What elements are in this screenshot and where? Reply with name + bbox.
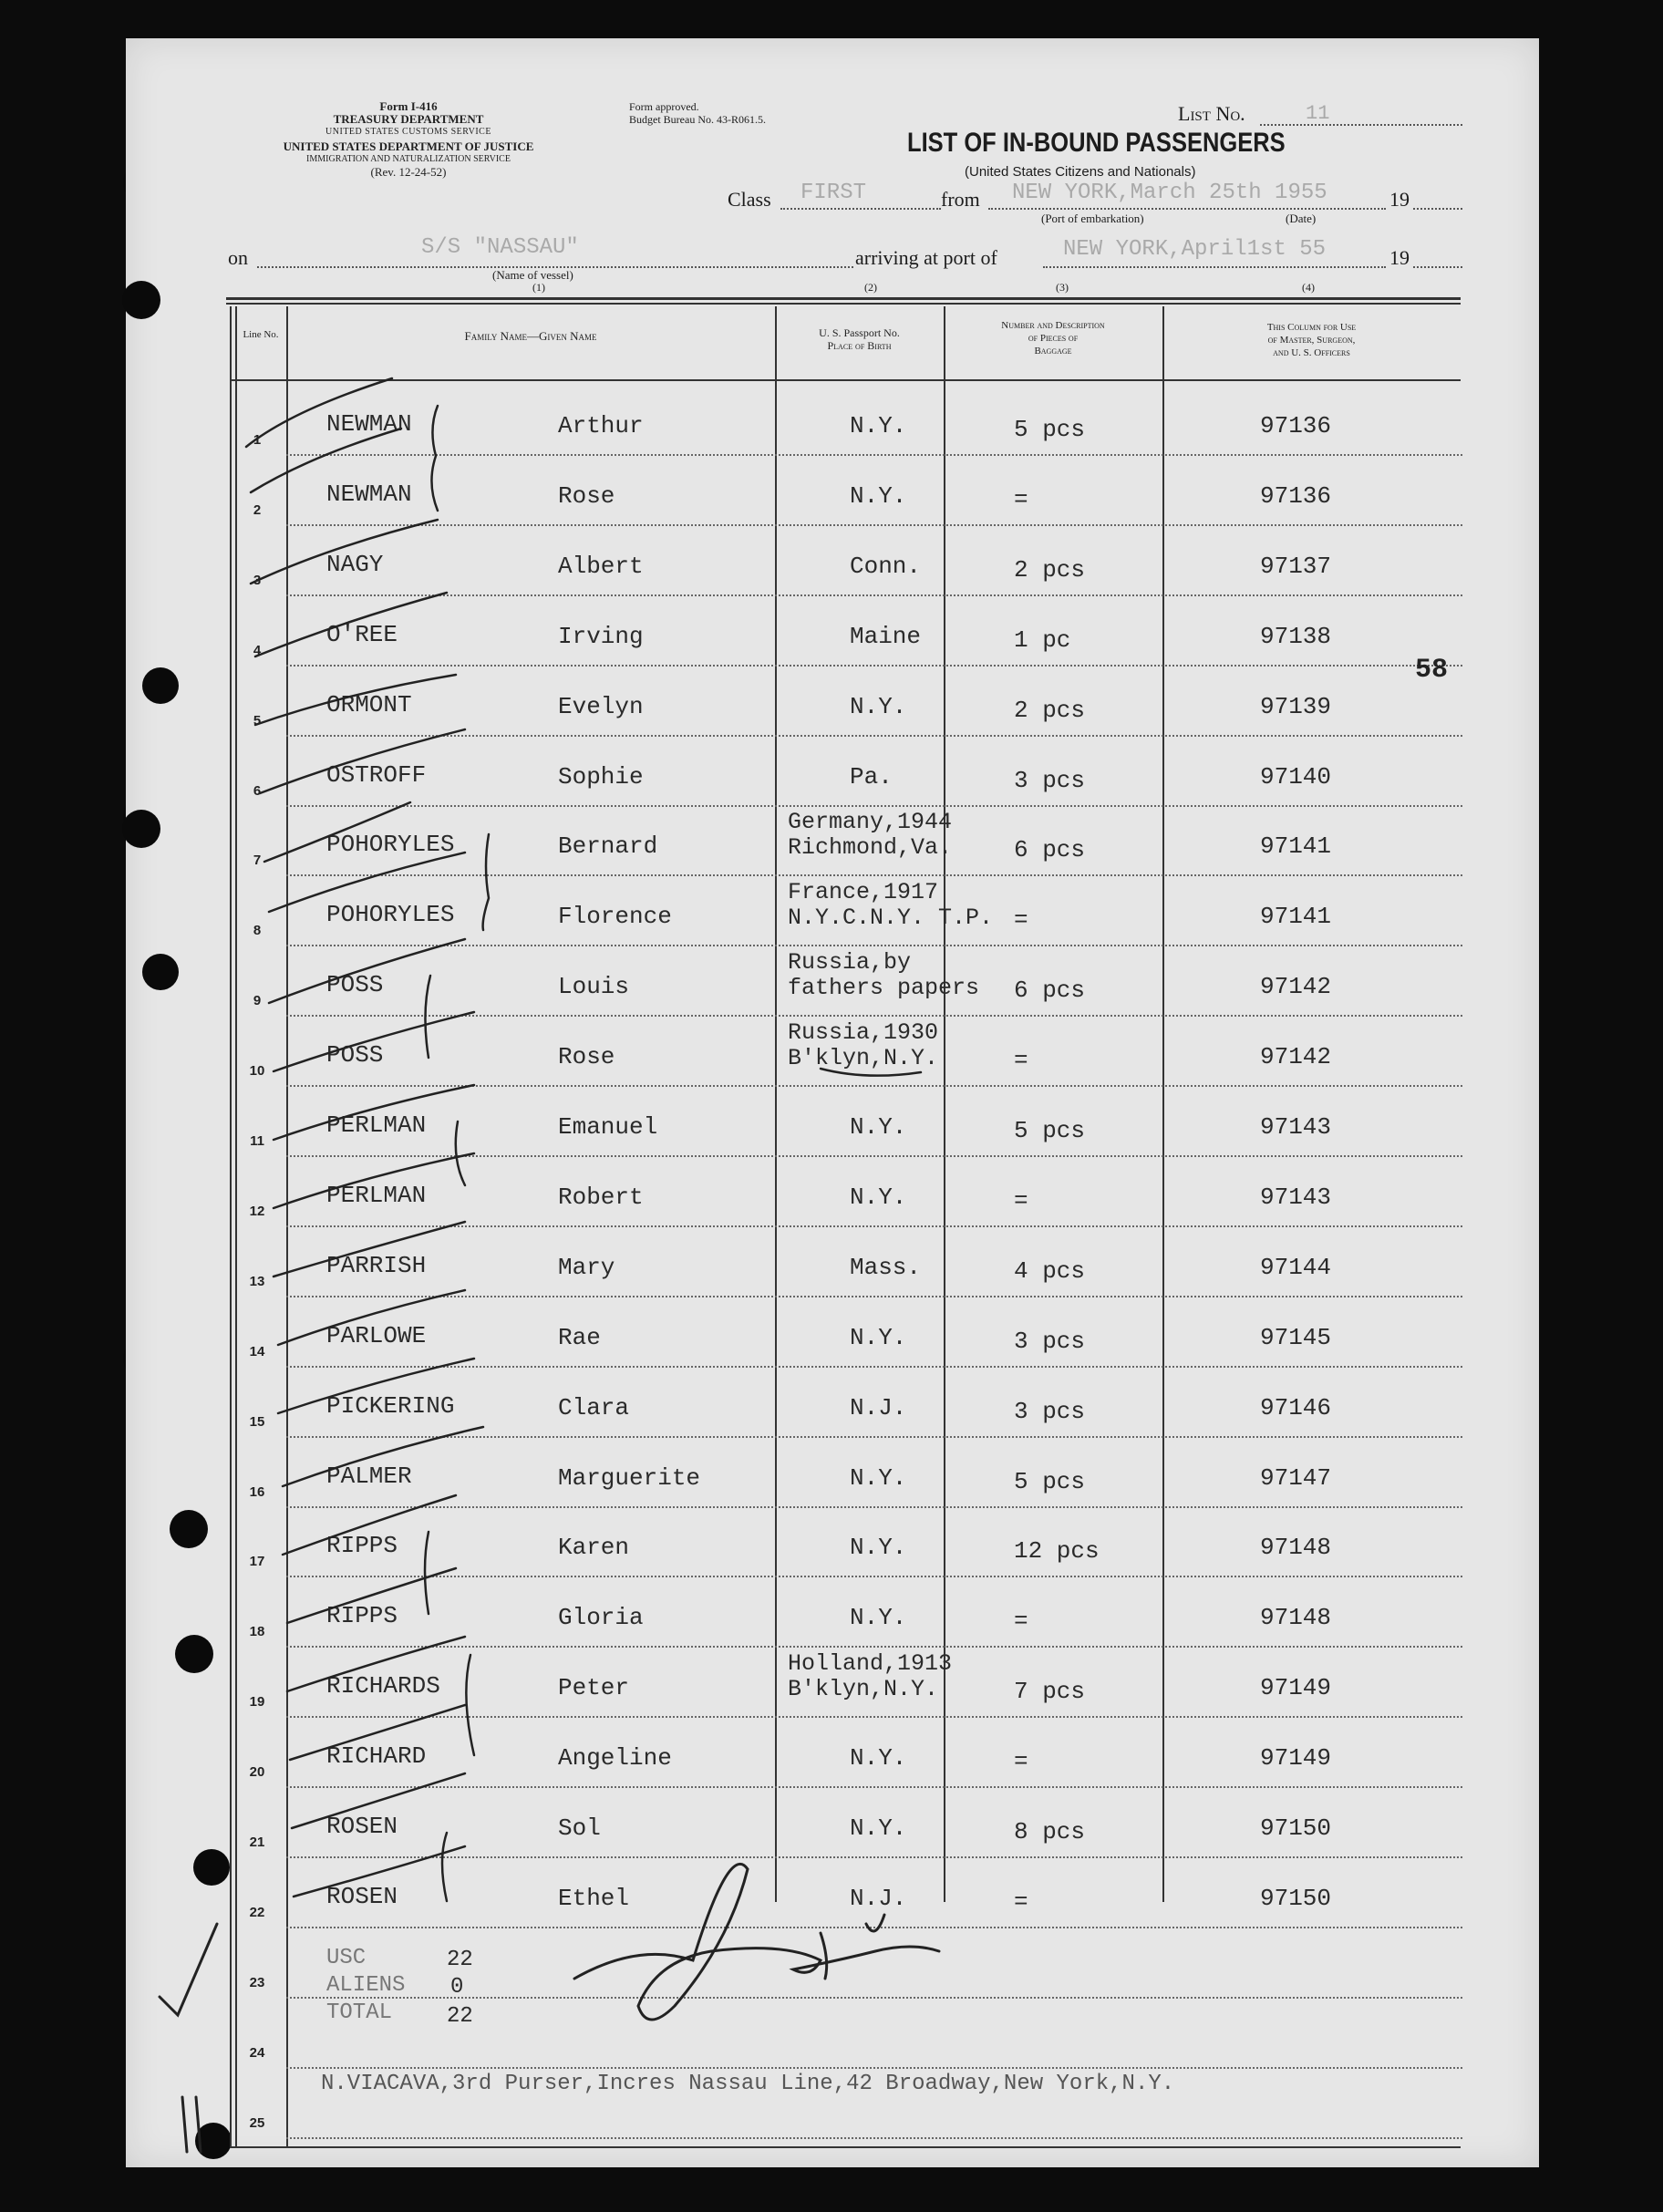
birth-place: Mass. xyxy=(850,1254,922,1281)
officer-number: 97147 xyxy=(1260,1464,1332,1492)
birth-place: Maine xyxy=(850,623,922,650)
date-label: (Date) xyxy=(1286,212,1317,225)
given-name: Albert xyxy=(558,553,644,580)
family-name: PALMER xyxy=(326,1463,412,1490)
given-name: Emanuel xyxy=(558,1113,658,1141)
class-label: Class xyxy=(728,188,771,211)
line-number: 18 xyxy=(249,1624,265,1639)
birth-place: Russia,1930 xyxy=(788,1019,939,1046)
line-number: 8 xyxy=(253,923,262,938)
birth-place: N.Y. xyxy=(850,693,907,720)
baggage: 8 pcs xyxy=(1014,1818,1086,1845)
vessel-col-num: (1) xyxy=(532,281,545,294)
given-name: Rose xyxy=(558,482,615,510)
given-name: Rae xyxy=(558,1324,601,1351)
family-name: ROSEN xyxy=(326,1883,398,1910)
form-approved: Form approved. xyxy=(629,100,699,113)
officer-number: 97141 xyxy=(1260,832,1332,860)
officer-number: 97150 xyxy=(1260,1814,1332,1842)
officer-number: 97143 xyxy=(1260,1184,1332,1211)
birth-place: Pa. xyxy=(850,763,893,791)
given-name: Clara xyxy=(558,1394,630,1421)
baggage: = xyxy=(1014,1607,1028,1635)
col-header-name: Family Name—Given Name xyxy=(464,329,597,343)
family-name: RICHARDS xyxy=(326,1672,440,1700)
given-name: Angeline xyxy=(558,1744,672,1772)
baggage: = xyxy=(1014,1187,1028,1215)
col-header-baggage-1: Number and Description xyxy=(1001,320,1105,331)
officer-number: 97136 xyxy=(1260,412,1332,439)
given-name: Marguerite xyxy=(558,1464,701,1492)
officer-number: 97138 xyxy=(1260,623,1332,650)
from-label: from xyxy=(941,188,980,211)
birth-place: Russia,by xyxy=(788,949,912,976)
family-name: NEWMAN xyxy=(326,481,412,508)
margin-mark: 58 xyxy=(1415,655,1449,686)
officer-number: 97140 xyxy=(1260,763,1332,791)
baggage: 12 pcs xyxy=(1014,1537,1100,1565)
baggage: 2 pcs xyxy=(1014,556,1086,584)
officer-number: 97141 xyxy=(1260,903,1332,930)
col-header-passport-1: U. S. Passport No. xyxy=(819,326,900,339)
birth-place: N.Y. xyxy=(850,482,907,510)
given-name: Bernard xyxy=(558,832,658,860)
birth-place: France,1917 xyxy=(788,879,939,905)
birth-place: N.Y. xyxy=(850,1534,907,1561)
line-number: 5 xyxy=(253,713,262,729)
customs-service: UNITED STATES CUSTOMS SERVICE xyxy=(325,127,491,137)
purser-signature-line: N.VIACAVA,3rd Purser,Incres Nassau Line,42 Broadway,New York,N.Y. xyxy=(321,2072,1175,2096)
officer-number: 97145 xyxy=(1260,1324,1332,1351)
baggage: = xyxy=(1014,906,1028,934)
line-number: 6 xyxy=(253,783,262,799)
birth-place: N.J. xyxy=(850,1394,907,1421)
given-name: Sophie xyxy=(558,763,644,791)
col-header-passport-2: Place of Birth xyxy=(827,339,892,352)
total-value: 22 xyxy=(447,2004,473,2029)
officer-number: 97146 xyxy=(1260,1394,1332,1421)
family-name: POSS xyxy=(326,971,384,998)
line-number: 15 xyxy=(249,1414,265,1430)
line-number: 17 xyxy=(249,1554,265,1569)
line-number: 3 xyxy=(253,573,262,588)
family-name: POHORYLES xyxy=(326,831,455,858)
birth-place: N.Y. xyxy=(850,1814,907,1842)
class-value: FIRST xyxy=(801,181,867,205)
line-number: 19 xyxy=(249,1694,265,1710)
officer-number: 97136 xyxy=(1260,482,1332,510)
ins-service: IMMIGRATION AND NATURALIZATION SERVICE xyxy=(306,154,511,164)
col-header-officers-3: and U. S. Officers xyxy=(1273,347,1350,358)
officer-number: 97149 xyxy=(1260,1674,1332,1701)
family-name: NEWMAN xyxy=(326,410,412,438)
family-name: NAGY xyxy=(326,551,384,578)
document-subtitle: (United States Citizens and Nationals) xyxy=(965,164,1196,180)
given-name: Louis xyxy=(558,973,630,1000)
justice-dept: UNITED STATES DEPARTMENT OF JUSTICE xyxy=(283,140,534,153)
given-name: Mary xyxy=(558,1254,615,1281)
list-no-label: List No. xyxy=(1178,102,1245,125)
family-name: POSS xyxy=(326,1041,384,1069)
given-name: Rose xyxy=(558,1043,615,1070)
given-name: Irving xyxy=(558,623,644,650)
line-number: 23 xyxy=(249,1975,265,1990)
line-number: 20 xyxy=(249,1764,265,1780)
family-name: PERLMAN xyxy=(326,1182,427,1209)
arriving-value: NEW YORK,April1st 55 xyxy=(1063,237,1327,262)
vessel-label: (Name of vessel) xyxy=(492,268,573,282)
line-number: 1 xyxy=(253,432,262,448)
year-suffix-1: 19 xyxy=(1389,188,1410,211)
birth-place: Germany,1944 xyxy=(788,809,953,835)
aliens-label: ALIENS xyxy=(326,1973,406,1998)
line-number: 11 xyxy=(250,1133,264,1149)
line-number: 4 xyxy=(253,643,262,658)
form-number: Form I-416 xyxy=(379,99,438,113)
document-title: LIST OF IN-BOUND PASSENGERS xyxy=(907,128,1286,158)
baggage: = xyxy=(1014,1047,1028,1074)
birth-place: N.Y. xyxy=(850,412,907,439)
line-number: 13 xyxy=(249,1274,265,1289)
baggage: 4 pcs xyxy=(1014,1257,1086,1285)
birth-place: Conn. xyxy=(850,553,922,580)
birth-place: N.Y. xyxy=(850,1464,907,1492)
family-name: RIPPS xyxy=(326,1532,398,1559)
usc-label: USC xyxy=(326,1946,367,1970)
baggage: 5 pcs xyxy=(1014,416,1086,443)
col2-num: (2) xyxy=(864,281,877,294)
given-name: Peter xyxy=(558,1674,630,1701)
birth-place: N.Y. xyxy=(850,1113,907,1141)
col3-num: (3) xyxy=(1056,281,1069,294)
line-number: 7 xyxy=(253,853,262,868)
given-name: Karen xyxy=(558,1534,630,1561)
col-header-officers-1: This Column for Use xyxy=(1266,322,1357,333)
given-name: Ethel xyxy=(558,1885,630,1912)
year-suffix-2: 19 xyxy=(1389,246,1410,269)
vessel-value: S/S "NASSAU" xyxy=(421,235,579,260)
given-name: Gloria xyxy=(558,1604,644,1631)
family-name: ROSEN xyxy=(326,1813,398,1840)
baggage: 6 pcs xyxy=(1014,977,1086,1004)
birth-place-2: B'klyn,N.Y. xyxy=(788,1045,939,1071)
col-header-baggage-3: Baggage xyxy=(1034,346,1072,357)
baggage: 5 pcs xyxy=(1014,1117,1086,1144)
col4-num: (4) xyxy=(1302,281,1315,294)
officer-number: 97144 xyxy=(1260,1254,1332,1281)
line-number: 14 xyxy=(249,1344,265,1359)
officer-number: 97137 xyxy=(1260,553,1332,580)
given-name: Arthur xyxy=(558,412,644,439)
officer-number: 97139 xyxy=(1260,693,1332,720)
family-name: POHORYLES xyxy=(326,901,455,928)
line-number: 24 xyxy=(249,2045,265,2061)
baggage: 7 pcs xyxy=(1014,1678,1086,1705)
form-revision: (Rev. 12-24-52) xyxy=(370,165,447,179)
total-label: TOTAL xyxy=(326,2000,393,2025)
baggage: = xyxy=(1014,1888,1028,1916)
given-name: Sol xyxy=(558,1814,601,1842)
birth-place: Holland,1913 xyxy=(788,1650,953,1677)
baggage: 3 pcs xyxy=(1014,1398,1086,1425)
aliens-value: 0 xyxy=(450,1975,464,2000)
officer-number: 97143 xyxy=(1260,1113,1332,1141)
line-number: 2 xyxy=(253,502,262,518)
port-embarkation-label: (Port of embarkation) xyxy=(1041,212,1144,225)
birth-place-2: fathers papers xyxy=(788,975,980,1001)
given-name: Robert xyxy=(558,1184,644,1211)
col-header-line-no-text: Line No. xyxy=(243,329,279,340)
line-number: 12 xyxy=(249,1204,265,1219)
family-name: PARLOWE xyxy=(326,1322,427,1349)
baggage: = xyxy=(1014,1748,1028,1775)
given-name: Evelyn xyxy=(558,693,644,720)
line-number: 22 xyxy=(249,1905,265,1920)
line-number: 10 xyxy=(249,1063,265,1079)
family-name: RICHARD xyxy=(326,1742,427,1770)
family-name: ORMONT xyxy=(326,691,412,718)
officer-number: 97150 xyxy=(1260,1885,1332,1912)
baggage: 6 pcs xyxy=(1014,836,1086,863)
on-label: on xyxy=(228,246,248,269)
list-no-value: 11 xyxy=(1306,102,1330,125)
baggage: 3 pcs xyxy=(1014,1328,1086,1355)
birth-place: N.J. xyxy=(850,1885,907,1912)
baggage: = xyxy=(1014,486,1028,513)
col-header-baggage-2: of Pieces of xyxy=(1028,333,1079,344)
from-value: NEW YORK,March 25th 1955 xyxy=(1012,181,1327,205)
birth-place: N.Y. xyxy=(850,1744,907,1772)
birth-place: N.Y. xyxy=(850,1324,907,1351)
line-number: 9 xyxy=(253,993,262,1008)
birth-place-2: Richmond,Va. xyxy=(788,834,953,861)
baggage: 1 pc xyxy=(1014,626,1071,654)
officer-number: 97149 xyxy=(1260,1744,1332,1772)
line-number: 25 xyxy=(249,2115,265,2131)
baggage: 3 pcs xyxy=(1014,767,1086,794)
birth-place-2: B'klyn,N.Y. xyxy=(788,1676,939,1702)
officer-number: 97142 xyxy=(1260,1043,1332,1070)
usc-value: 22 xyxy=(447,1948,473,1972)
officer-number: 97148 xyxy=(1260,1534,1332,1561)
officer-number: 97142 xyxy=(1260,973,1332,1000)
arriving-label: arriving at port of xyxy=(855,246,997,269)
birth-place-2: N.Y.C.N.Y. T.P. xyxy=(788,904,994,931)
line-number: 21 xyxy=(249,1835,265,1850)
line-number: 16 xyxy=(249,1484,265,1500)
col-header-officers-2: of Master, Surgeon, xyxy=(1267,335,1356,346)
family-name: PICKERING xyxy=(326,1392,455,1420)
family-name: RIPPS xyxy=(326,1602,398,1629)
baggage: 2 pcs xyxy=(1014,697,1086,724)
treasury-dept: TREASURY DEPARTMENT xyxy=(333,112,484,126)
family-name: O'REE xyxy=(326,621,398,648)
family-name: PERLMAN xyxy=(326,1111,427,1139)
family-name: OSTROFF xyxy=(326,761,427,789)
birth-place: N.Y. xyxy=(850,1184,907,1211)
birth-place: N.Y. xyxy=(850,1604,907,1631)
baggage: 5 pcs xyxy=(1014,1468,1086,1495)
officer-number: 97148 xyxy=(1260,1604,1332,1631)
family-name: PARRISH xyxy=(326,1252,427,1279)
budget-bureau: Budget Bureau No. 43-R061.5. xyxy=(629,113,766,126)
given-name: Florence xyxy=(558,903,672,930)
